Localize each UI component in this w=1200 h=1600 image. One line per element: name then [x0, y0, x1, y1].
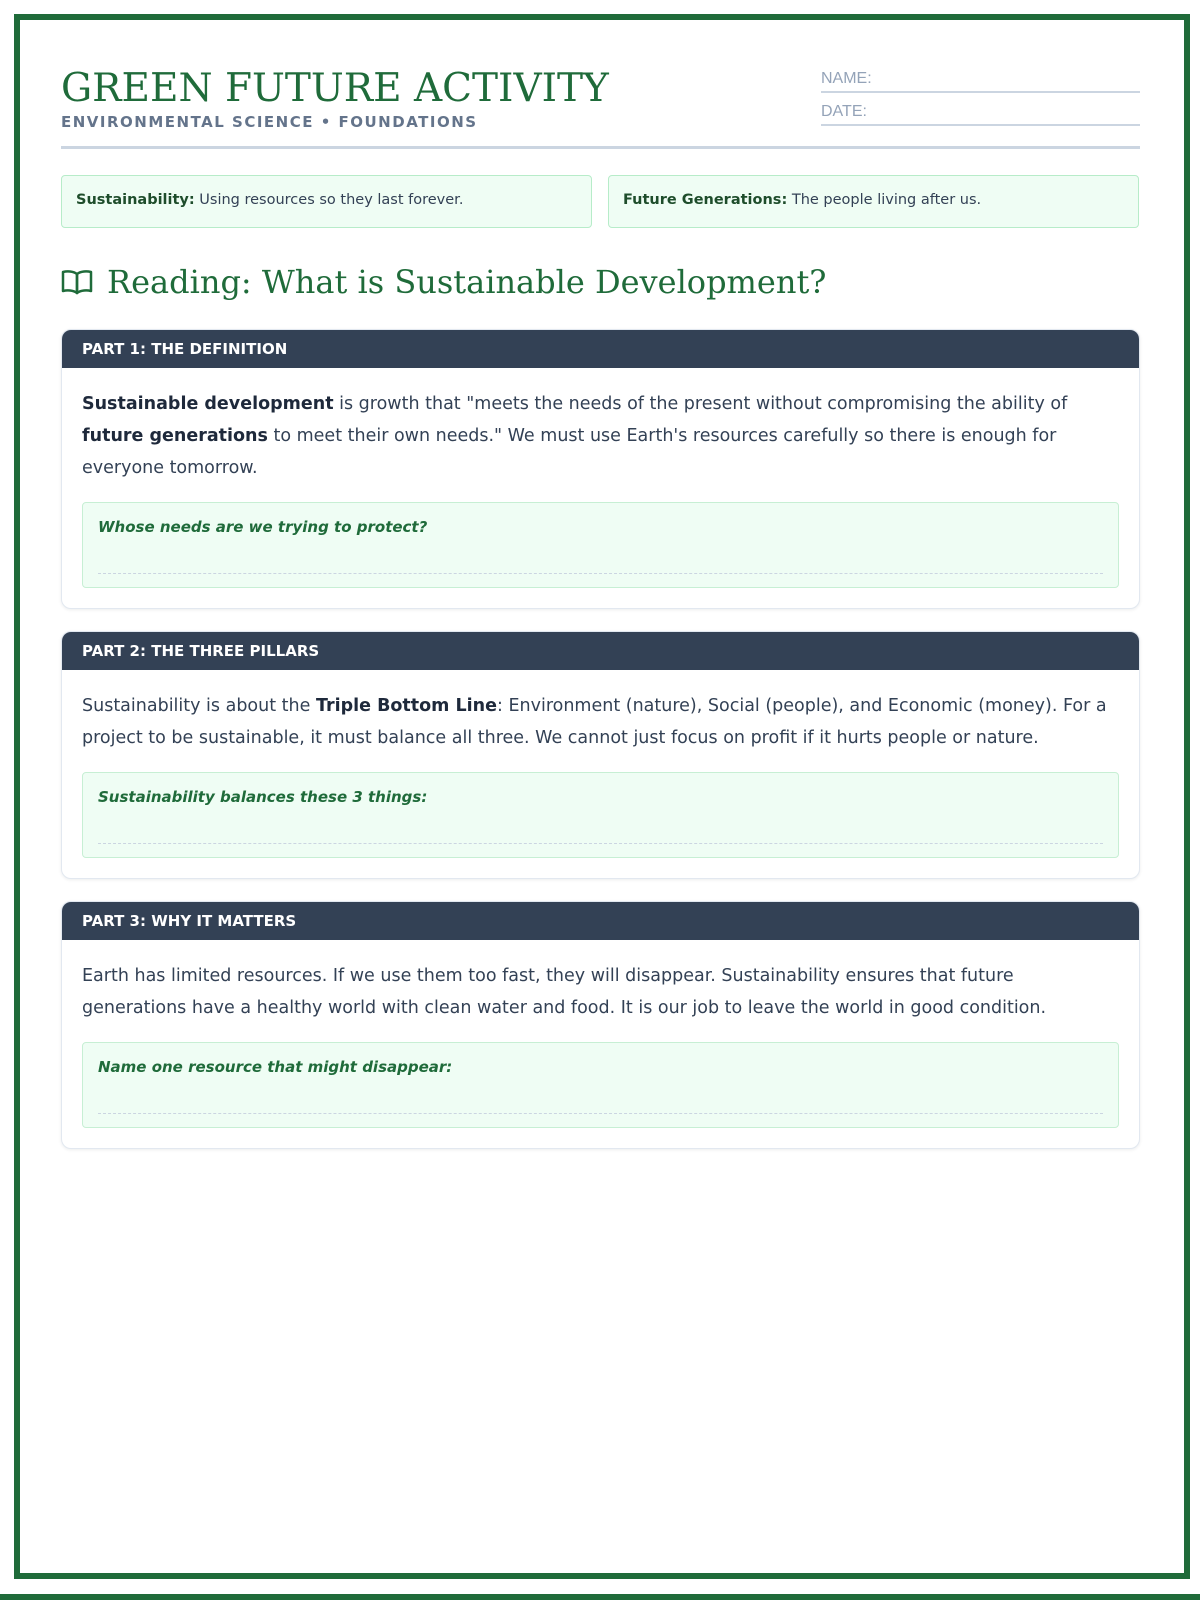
part-text — [82, 388, 1119, 484]
book-icon — [61, 268, 93, 296]
part-body — [62, 940, 1139, 1148]
part-body — [62, 368, 1139, 608]
term-name: Sustainability: — [76, 192, 195, 208]
worksheet-header — [61, 60, 1140, 149]
term-card-future-generations — [608, 175, 1139, 228]
part-header: PART 3: WHY IT MATTERS — [62, 902, 1139, 940]
term-definition: Using resources so they last forever. — [194, 192, 464, 208]
term-definition: The people living after us. — [787, 192, 982, 208]
part-1-card — [61, 329, 1140, 609]
key-term: Sustainable development — [82, 394, 334, 414]
term-name: Future Generations: — [623, 192, 788, 208]
date-label: DATE: — [821, 103, 867, 120]
reading-heading — [61, 263, 1140, 305]
part-2-card — [61, 631, 1140, 879]
worksheet — [61, 60, 1140, 1149]
vocabulary-terms — [61, 175, 1140, 230]
part-3-card — [61, 901, 1140, 1149]
part-text — [82, 690, 1119, 754]
question-box — [82, 1042, 1119, 1128]
term-card-sustainability — [61, 175, 592, 228]
worksheet-title: GREEN FUTURE ACTIVITY — [61, 66, 609, 111]
part-text — [82, 960, 1119, 1024]
part-header: PART 2: THE THREE PILLARS — [62, 632, 1139, 670]
bottom-bar — [0, 1594, 1200, 1600]
question-box — [82, 772, 1119, 858]
key-term: future generations — [82, 426, 268, 446]
question-prompt: Name one resource that might disappear: — [98, 1058, 453, 1076]
text-run: Earth has limited resources. If we use them too fast, they will disappear. Sustainability ensures that future generations have a healthy world with clean water and food. It is our job to leave the world in good condition. — [82, 966, 1047, 1018]
name-label: NAME: — [821, 70, 872, 87]
reading-title: Reading: What is Sustainable Development? — [107, 263, 827, 301]
part-body — [62, 670, 1139, 878]
part-header: PART 1: THE DEFINITION — [62, 330, 1139, 368]
text-run: is growth that "meets the needs of the present without compromising the ability of — [333, 394, 1068, 414]
name-field[interactable] — [821, 67, 1140, 93]
text-run: Sustainability is about the — [82, 696, 316, 716]
text-run: to meet their own needs." We must use Earth's resources carefully so there is enough for everyone tomorrow. — [82, 426, 1057, 478]
answer-line[interactable] — [98, 843, 1103, 844]
question-prompt: Sustainability balances these 3 things: — [98, 788, 428, 806]
answer-line[interactable] — [98, 573, 1103, 574]
key-term: Triple Bottom Line — [315, 696, 497, 716]
question-prompt: Whose needs are we trying to protect? — [98, 518, 428, 536]
answer-line[interactable] — [98, 1113, 1103, 1114]
date-field[interactable] — [821, 100, 1140, 126]
question-box — [82, 502, 1119, 588]
worksheet-subtitle: ENVIRONMENTAL SCIENCE • FOUNDATIONS — [61, 113, 478, 131]
text-run: : Environment (nature), Social (people), and Economic (money). For a project to be sustainable, it must balance all three. We cannot just focus on profit if it hurts people or nature. — [82, 696, 1107, 748]
